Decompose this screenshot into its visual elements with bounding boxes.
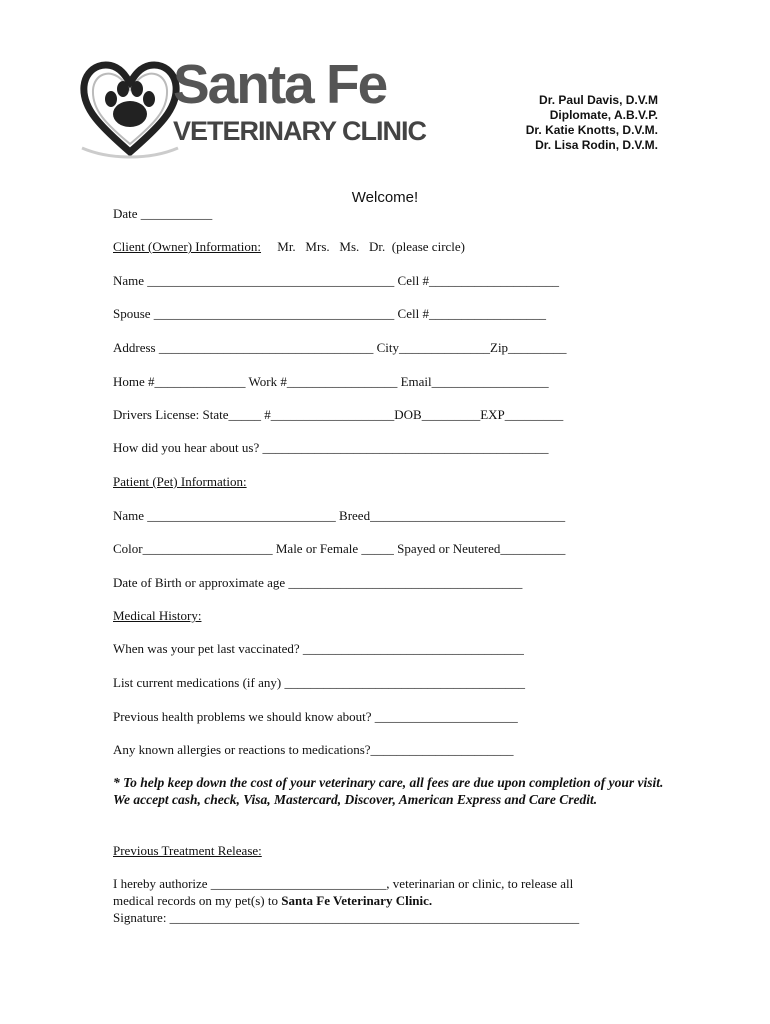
medical-section-heading: Medical History: — [113, 608, 202, 623]
doctor-line: Dr. Lisa Rodin, D.V.M. — [535, 138, 658, 152]
owner-name-field[interactable]: Name ______________________________________ Cell #____________________ — [113, 273, 559, 288]
brand-name: Santa Fe — [173, 53, 387, 115]
heart-paw-icon — [80, 56, 180, 160]
date-field[interactable]: Date ___________ — [113, 206, 213, 221]
payment-notice: * To help keep down the cost of your veterinary care, all fees are due upon completion of your visit. We accept cash, check, Visa, Mastercard, Discover, American Express and Care Credit. — [113, 775, 664, 807]
spouse-field[interactable]: Spouse _____________________________________ Cell #__________________ — [113, 306, 546, 321]
release-clinic-name: Santa Fe Veterinary Clinic. — [281, 893, 433, 908]
welcome-heading: Welcome! — [351, 189, 419, 206]
client-section-heading: Client (Owner) Information: — [113, 239, 262, 254]
doctor-list — [526, 93, 658, 153]
brand-subtitle: VETERINARY CLINIC — [173, 116, 427, 146]
release-block — [113, 875, 673, 926]
drivers-license-field[interactable]: Drivers License: State_____ #___________________DOB_________EXP_________ — [113, 407, 564, 422]
release-text: medical records on my pet(s) to — [113, 893, 282, 908]
pet-dob-field[interactable]: Date of Birth or approximate age ____________________________________ — [113, 575, 523, 590]
signature-field[interactable]: Signature: _______________________________________________________________ — [113, 910, 580, 925]
clinic-logo — [80, 53, 427, 160]
referral-field[interactable]: How did you hear about us? ____________________________________________ — [113, 440, 549, 455]
doctor-line: Diplomate, A.B.V.P. — [549, 108, 658, 122]
doctor-line: Dr. Paul Davis, D.V.M — [539, 93, 658, 107]
allergies-field[interactable]: Any known allergies or reactions to medications?______________________ — [113, 742, 514, 757]
release-authorization-field[interactable]: I hereby authorize ___________________________, veterinarian or clinic, to release all — [113, 876, 574, 891]
release-section-heading: Previous Treatment Release: — [113, 843, 262, 858]
medications-field[interactable]: List current medications (if any) _____________________________________ — [113, 675, 525, 690]
client-title-options[interactable]: Mr. Mrs. Ms. Dr. (please circle) — [277, 239, 466, 254]
health-problems-field[interactable]: Previous health problems we should know about? ______________________ — [113, 709, 518, 724]
doctor-line: Dr. Katie Knotts, D.V.M. — [525, 123, 658, 137]
vaccination-field[interactable]: When was your pet last vaccinated? __________________________________ — [113, 641, 524, 656]
phone-email-field[interactable]: Home #______________ Work #_________________ Email__________________ — [113, 374, 549, 389]
patient-section-heading: Patient (Pet) Information: — [113, 474, 247, 489]
client-section-row — [113, 239, 465, 255]
release-clinic-line — [113, 892, 673, 909]
pet-name-breed-field[interactable]: Name _____________________________ Breed______________________________ — [113, 508, 566, 523]
address-field[interactable]: Address _________________________________ City______________Zip_________ — [113, 340, 567, 355]
pet-color-sex-field[interactable]: Color____________________ Male or Female _____ Spayed or Neutered__________ — [113, 541, 566, 556]
